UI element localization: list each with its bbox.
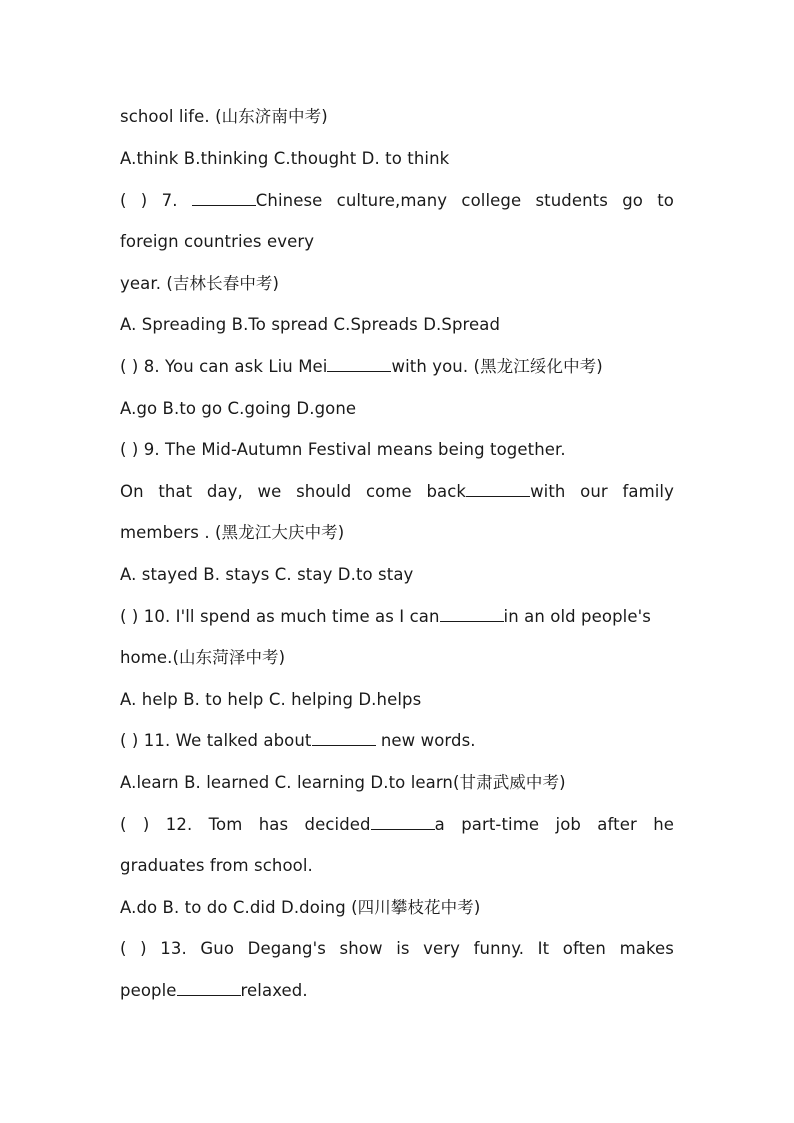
text-line [120,522,674,544]
question-10 [120,606,674,628]
answer-options [120,564,674,586]
question-text: ( ) 7. [120,191,192,210]
answer-blank[interactable] [177,980,241,996]
line-text: school life. (山东济南中考) [120,107,328,126]
answer-blank[interactable] [192,190,256,206]
text-line [120,855,674,877]
question-text: ( ) 8. You can ask Liu Mei [120,357,328,376]
answer-blank[interactable] [440,606,504,622]
line-text: year. (吉林长春中考) [120,274,280,293]
question-text: ( ) 12. Tom has decided [120,815,371,834]
question-text: ( ) 11. We talked about [120,731,312,750]
question-13 [120,938,674,960]
question-text-after: a part-time job after he [434,815,674,834]
answer-options [120,398,674,420]
question-text-after: relaxed. [240,981,308,1000]
question-12 [120,814,674,836]
question-text: people [120,981,177,1000]
line-text: A. help B. to help C. helping D.helps [120,690,422,709]
line-text: A. Spreading B.To spread C.Spreads D.Spread [120,315,501,334]
text-line [120,273,674,295]
question-8 [120,356,674,378]
line-text: A.learn B. learned C. learning D.to learn(甘肃武威中考) [120,773,566,792]
question-text-after: Chinese culture,many college students go to [255,191,674,210]
line-text: ( ) 13. Guo Degang's show is very funny. It often makes [120,939,674,958]
question-text-after: in an old people's [503,607,651,626]
question-text: ( ) 10. I'll spend as much time as I can [120,607,440,626]
text-line [120,647,674,669]
line-text: A.go B.to go C.going D.gone [120,399,357,418]
question-7 [120,190,674,212]
question-text: On that day, we should come back [120,482,467,501]
text-line [120,231,674,253]
question-text-after: new words. [375,731,476,750]
answer-blank[interactable] [371,814,435,830]
answer-options [120,897,674,919]
text-line [120,106,674,128]
answer-options [120,772,674,794]
answer-blank[interactable] [327,356,391,372]
line-text: A.think B.thinking C.thought D. to think [120,149,450,168]
question-9 [120,439,674,461]
line-text: A. stayed B. stays C. stay D.to stay [120,565,414,584]
line-text: A.do B. to do C.did D.doing (四川攀枝花中考) [120,898,481,917]
answer-blank[interactable] [312,730,376,746]
line-text: members . (黑龙江大庆中考) [120,523,345,542]
line-text: home.(山东菏泽中考) [120,648,286,667]
question-text-after: with you. (黑龙江绥化中考) [391,357,603,376]
question-text-after: with our family [530,482,674,501]
line-text: ( ) 9. The Mid-Autumn Festival means being together. [120,440,566,459]
line-text: foreign countries every [120,232,315,251]
answer-options [120,689,674,711]
question-text-line [120,481,674,503]
question-11 [120,730,674,752]
answer-blank[interactable] [466,481,530,497]
answer-options [120,148,674,170]
line-text: graduates from school. [120,856,313,875]
question-text-line [120,980,674,1002]
answer-options [120,314,674,336]
